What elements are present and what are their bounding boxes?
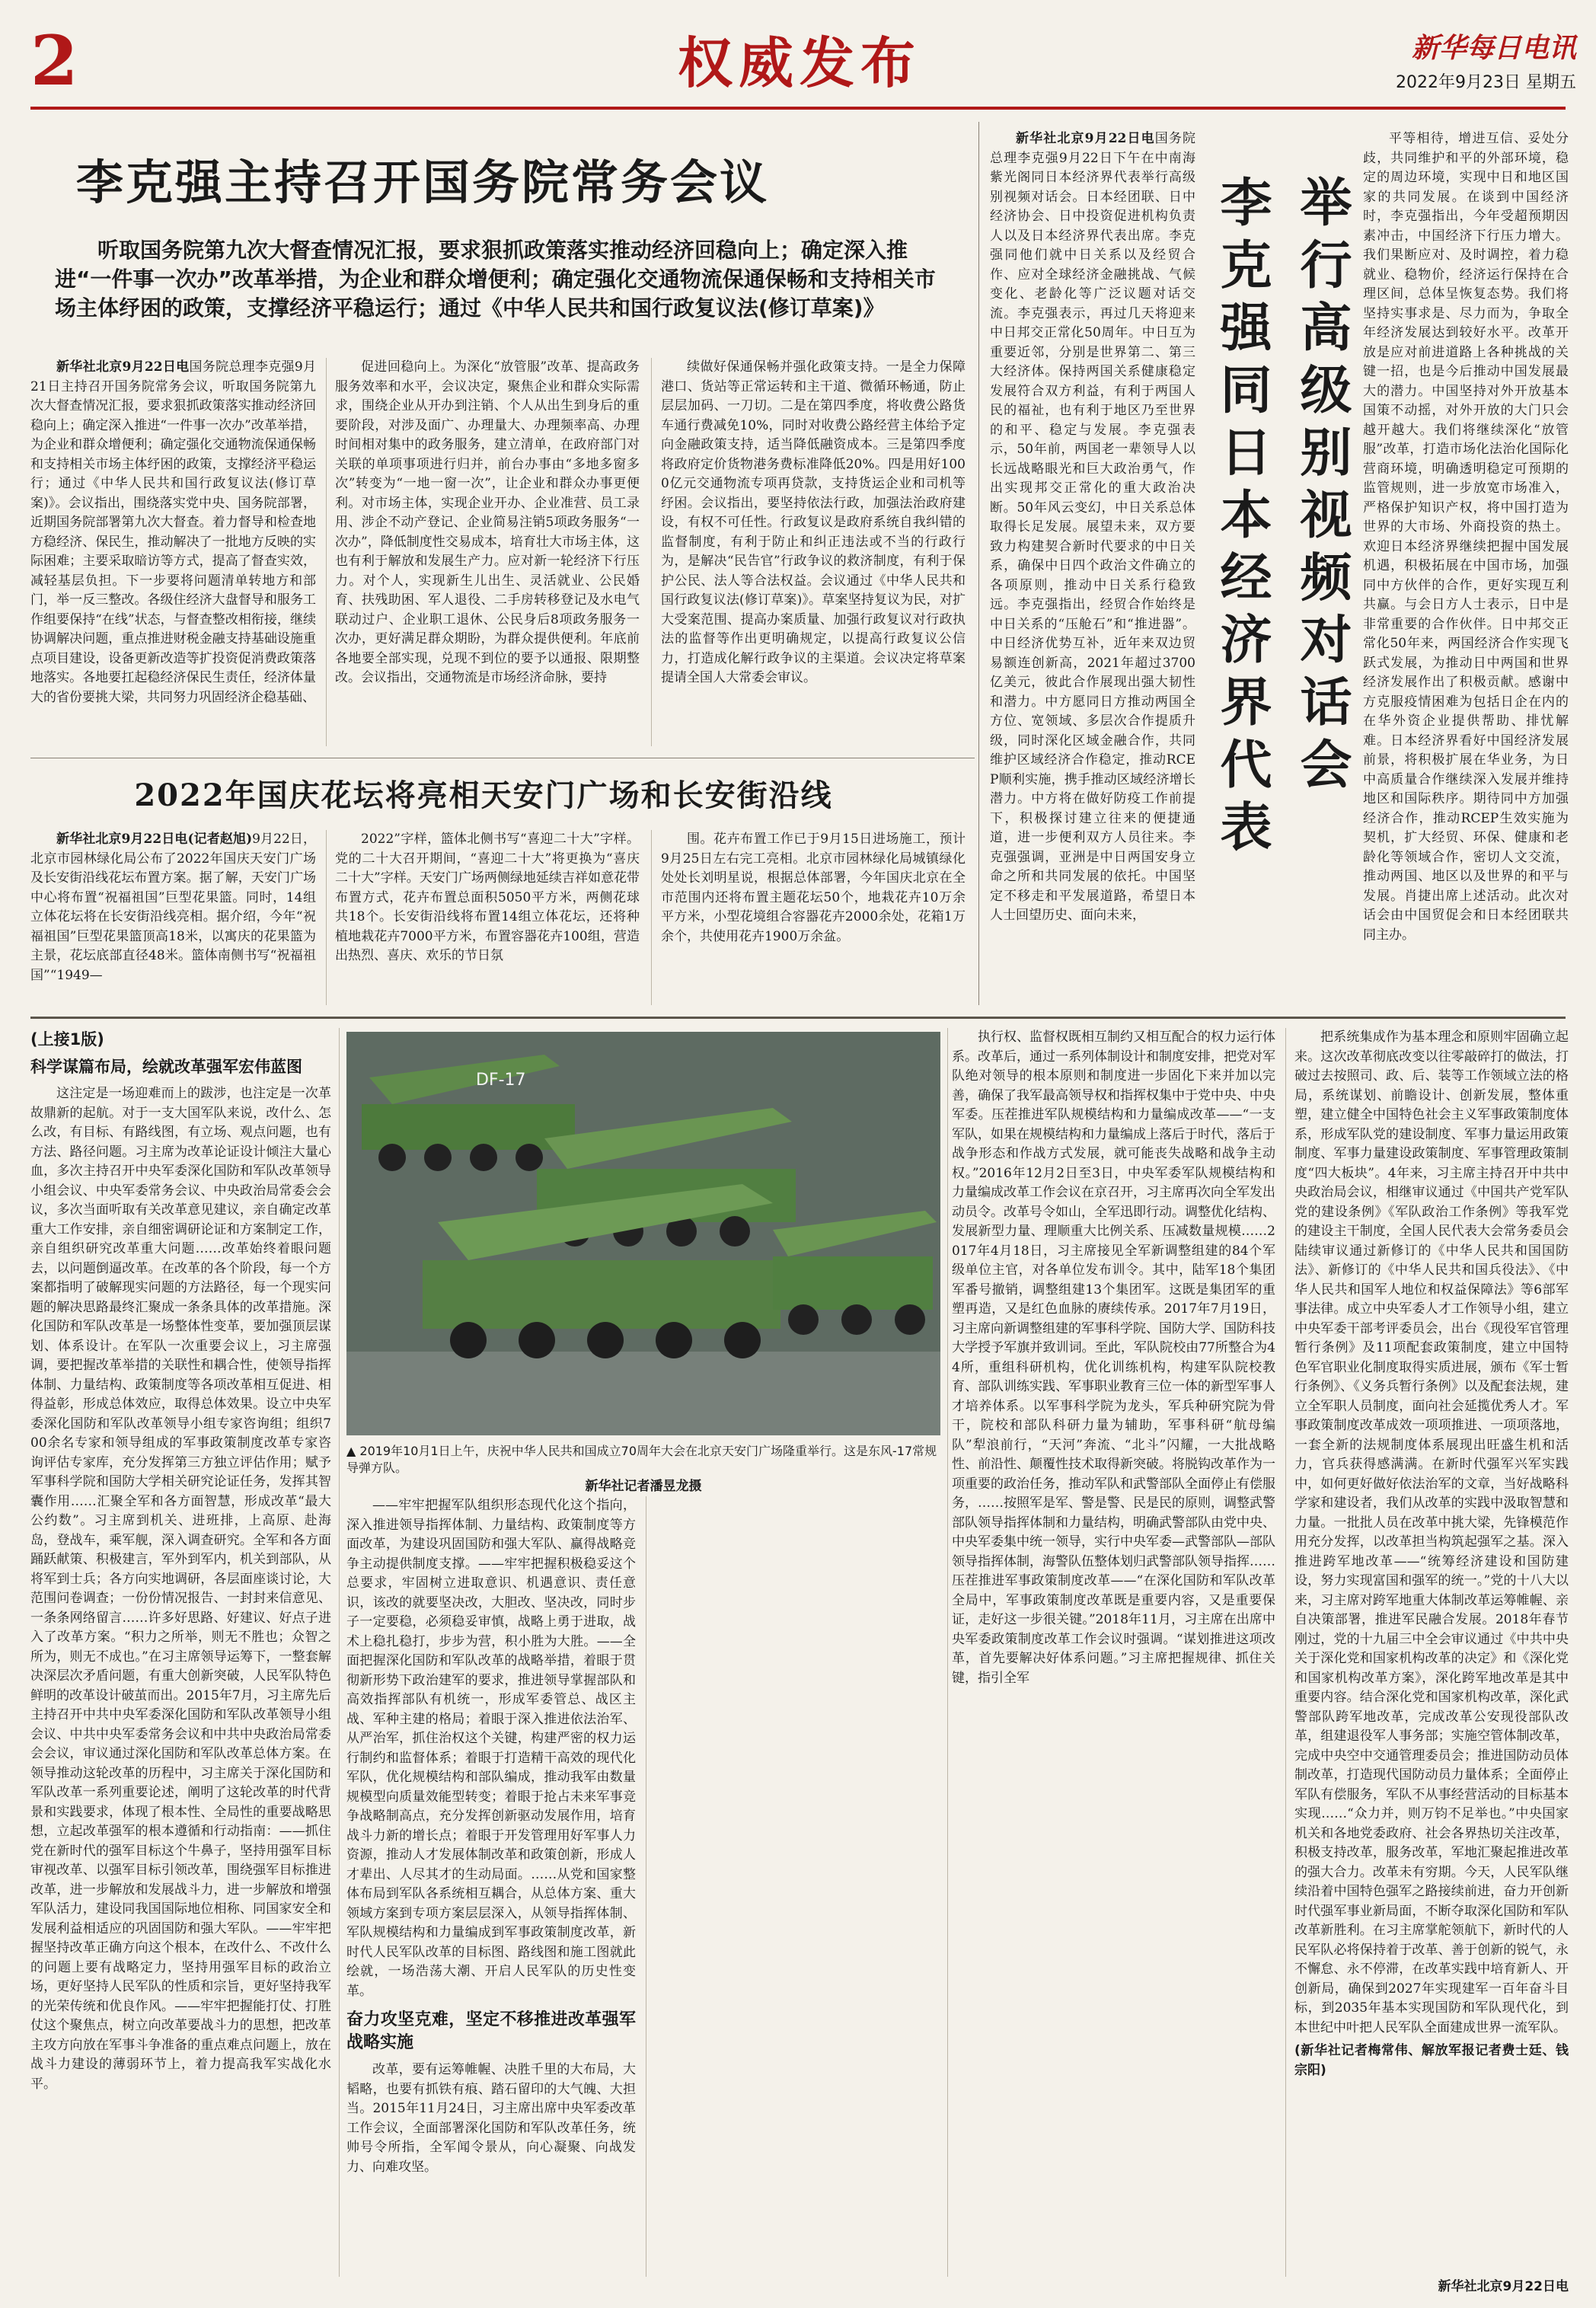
column-text: 围。花卉布置工作已于9月15日进场施工，预计9月25日左右完工亮相。北京市园林绿化局城镇绿化处处长刘明星说，根据总体部署，今年国庆北京在全市范围内还将布置主题花坛50个，地栽花卉10万余平方米，小型花境组合容器花卉2000余处，花箱1万余个，共使用花卉1900万余盆。 [661,832,966,944]
vertical-headline-line-2: 举行高级别视频对话会 [1291,175,1352,800]
section-divider [30,1017,1566,1019]
photo-illustration [346,1032,940,1435]
article-column-1 [990,129,1195,1005]
column-text: 把系统集成作为基本理念和原则牢固确立起来。这次改革彻底改变以往零敲碎打的做法，打破过去按照司、政、后、装等工作领域立法的格局，系统谋划、前瞻设计、创新发展，整体重塑，建立健全中国特色社会主义军事政策制度体系，形成军队党的建设制度、军事力量运用政策制度、军事力量建设政策制度、军事管理政策制度“四大板块”。4年来，习主席主持召开中共中央政治局会议，相继审议通过《中国共产党军队党的建设条例》《军队政治工作条例》等我军党的建设主干制度，全国人民代表大会常务委员会陆续审议通过新修订的《中华人民共和国国防法》、新修订的《中华人民共和国兵役法》、《中华人民共和国军人地位和权益保障法》等6部军事法律。成立中央军委人才工作领导小组，建立中央军委干部考评委员会，出台《现役军官管理暂行条例》及11项配套政策制度，建立中国特色军官职业化制度取得实质进展，颁布《军士暂行条例》、《义务兵暂行条例》以及配套法规，建立全军职人员制度，面向社会延揽优秀人才。军事政策制度改革成效一项项推进、一项项落地，一套全新的法规制度体系展现出旺盛生机和活力，官兵获得感满满。在新时代强军兴军实践中，如何更好做好依法治军的文章，当好战略科学家和建设者，我们从改革的实践中汲取智慧和力量。一批批人员在改革中挑大梁，先锋模范作用充分发挥，以改革担当构筑起强军之基。深入推进跨军地改革——“统筹经济建设和国防建设，努力实现富国和强军的统一。”党的十八大以来，习主席对跨军地重大体制改革运筹帷幄、亲自决策部署，推进军民融合发展。2018年春节刚过，党的十九届三中全会审议通过《中共中央关于深化党和国家机构改革的决定》和《深化党和国家机构改革方案》，深化跨军地改革是其中重要内容。结合深化党和国家机构改革，深化武警部队跨军地改革，完成改革公安现役部队改革，组建退役军人事务部；实施空管体制改革，完成中央空中交通管理委员会；推进国防动员体制改革，打造现代国防动员力量体系；全面停止军队有偿服务，军队不从事经营活动的目标基本实现……“众力并，则万钧不足举也。”中央国家机关和各地党委政府、社会各界热切关注改革，积极支持改革，服务改革，军地汇聚起推进改革的强大合力。改革未有穷期。今天，人民军队继续沿着中国特色强军之路接续前进，奋力开创新时代强军事业新局面，不断夺取深化国防和军队改革新胜利。在习主席掌舵领航下，新时代的人民军队必将保持着于改革、善于创新的锐气，永不懈怠、永不停滞，在改革实践中培育新人、开创新局，确保到2027年实现建军一百年奋斗目标，到2035年基本实现国防和军队现代化，到本世纪中叶把人民军队全面建成世界一流军队。 [1294,1030,1569,2035]
article-column-1 [30,830,316,1005]
column-divider [339,1028,340,2277]
article-column-3-full [952,1028,1275,2277]
column-divider [326,358,327,746]
article-column-3 [655,1496,944,2277]
column-text: 平等相待，增进互信、妥处分歧，共同维护和平的外部环境，稳定的周边环境，实现中日和地区国家的共同发展。在谈到中国经济时，李克强指出，今年受超预期因素冲击，中国经济下行压力增大。我们果断应对、及时调控，着力稳就业、稳物价，经济运行保持在合理区间，总体呈恢复态势。我们将坚持实事求是、尽力而为，争取全年经济发展达到较好水平。改革开放是应对前进道路上各种挑战的关键一招，也是今后推动中国发展最大的潜力。中国坚持对外开放基本国策不动摇，对外开放的大门只会越开越大。我们将继续深化“放管服”改革，打造市场化法治化国际化营商环境，明确透明稳定可预期的监管规则，进一步放宽市场准入，严格保护知识产权，将中国打造为世界的大市场、外商投资的热土。欢迎日本经济界继续把握中国发展机遇，积极拓展在中国市场，加强同中方伙伴的合作，更好实现互利共赢。与会日方人士表示，日中是非常重要的合作伙伴。日中邦交正常化50年来，两国经济合作实现飞跃式发展，为推动日中两国和世界经济发展作出了积极贡献。感谢中方克服疫情困难为包括日企在内的在华外资企业提供帮助、排忧解难。日本经济界看好中国经济发展前景，将积极扩展在华业务，为日中高质量合作继续深入发展并维持地区和国际秩序。期待同中方加强经济合作，推动RCEP生效实施为契机，扩大经贸、环保、健康和老龄化等领域合作，密切人文交流，推动两国、地区以及世界的和平与发展。肖捷出席上述活动。此次对话会由中国贸促会和日本经团联共同主办。 [1363,131,1569,943]
article-column-3 [661,358,966,746]
column-text: 国务院总理李克强9月21日主持召开国务院常务会议，听取国务院第九次大督查情况汇报，要求狠抓政策落实推动经济回稳向上；确定深入推进“一件事一次办”改革举措，为企业和群众增便利；确定强化交通物流保通保畅和支持相关市场主体纾困的政策，支撑经济平稳运行；通过《中华人民共和国行政复议法(修订草案)》。会议指出，围绕落实党中央、国务院部署，近期国务院部署第九次大督查。着力督导和检查地方稳经济、保民生，推动解决了一批地方反映的实际困难；主要采取暗访等方式，提高了督查实效，减轻基层负担。下一步要将问题清单转地方和部门，举一反三整改。各级住经济大盘督导和服务工作组要保持“在线”状态，与督查整改相衔接，继续协调解决问题，重点推进财税金融支持基础设施重点项目建设，设备更新改造等扩投资促消费政策落地落实。各地要扛起稳经济保民生责任，经济体量大的省份要挑大梁，共同努力巩固经济企稳基础、 [30,359,316,705]
column-text: 执行权、监督权既相互制约又相互配合的权力运行体系。改革后，通过一系列体制设计和制度安排，把党对军队绝对领导的根本原则和制度进一步固化下来并加以完善，确保了我军最高领导权和指挥权集中于党中央、中央军委。压茬推进军队规模结构和力量编成改革——“一支军队，如果在规模结构和力量编成上落后于时代，落后于战争形态和作战方式发展，就可能丧失战略和战争主动权。”2016年12月2日至3日，中央军委军队规模结构和力量编成改革工作会议在京召开，习主席再次向全军发出动员令。改革号令如山，全军迅即行动。调整优化结构、发展新型力量、理顺重大比例关系、压减数量规模……2017年4月18日，习主席接见全军新调整组建的84个军级单位主官，对各单位发布训令。其中，陆军18个集团军番号撤销，调整组建13个集团军。这既是集团军的重塑再造，又是红色血脉的赓续传承。2017年7月19日，习主席向新调整组建的军事科学院、国防大学、国防科技大学授予军旗并致训词。至此，军队院校由77所整合为44所，重组科研机构，优化训练机构，构建军队院校教育、部队训练实践、军事职业教育三位一体的新型军事人才培养体系。以军事科学院为龙头，军兵种研究院为骨干，院校和部队科研力量为辅助，军事科研“航母编队”犁浪前行，“天河”奔流、“北斗”闪耀，一大批战略性、前沿性、颠覆性技术取得新突破。将脱钩改革作为一项重要的政治任务，推动军队和武警部队全面停止有偿服务，……按照军是军、警是警、民是民的原则，调整武警部队领导指挥体制和力量结构，明确武警部队由党中央、中央军委集中统一领导，实行中央军委—武警部队—部队领导指挥体制，海警队伍整体划归武警部队领导指挥……压茬推进军事政策制度改革——“在深化国防和军队改革全局中，军事政策制度改革既是重要内容，又是重要保证，走好这一步很关键。”2018年11月，习主席在出席中央军委政策制度改革工作会议时强调。“谋划推进这项改革，首先要解决好体系问题。”习主席把握规律、抓住关键，指引全军 [952,1030,1275,1686]
author-credit: (新华社记者梅常伟、解放军报记者费士廷、钱宗阳) [1294,2043,1569,2078]
article-column-4 [1294,1028,1569,2246]
column-text: 9月22日，北京市园林绿化局公布了2022年国庆天安门广场及长安街沿线花坛布置方案。据了解，天安门广场中心将布置“祝福祖国”巨型花果篮。同时，14组立体花坛将在长安街沿线亮相。据介绍，今年“祝福祖国”巨型花果篮顶高18米，以寓庆的花果篮为主景，花坛底部直径48米。篮体南侧书写“祝福祖国”“1949— [30,832,316,983]
dateline: 新华社北京9月22日电(记者赵旭) [56,832,253,847]
article-column-1 [30,1028,331,2277]
headline: 2022年国庆花坛将亮相天安门广场和长安街沿线 [134,777,833,813]
column-text: ——牢牢把握军队组织形态现代化这个指向，深入推进领导指挥体制、力量结构、政策制度等方面改革，为建设巩固国防和强大军队、赢得战略竞争主动提供制度支撑。——牢牢把握积极稳妥这个总要求，牢固树立进取意识、机遇意识、责任意识，该改的就要坚决改，大胆改、坚决改，同时步子一定要稳，必须稳妥审慎，战略上勇于进取，战术上稳扎稳打，步步为营，积小胜为大胜。——全面把握深化国防和军队改革的战略举措，着眼于贯彻新形势下政治建军的要求，推进领导掌握部队和高效指挥部队有机统一，形成军委管总、战区主战、军种主建的格局；着眼于深入推进依法治军、从严治军，抓住治权这个关键，构建严密的权力运行制约和监督体系；着眼于打造精干高效的现代化军队，优化规模结构和部队编成，推动我军由数量规模型向质量效能型转变；着眼于抢占未来军事竞争战略制高点，充分发挥创新驱动发展作用，培育战斗力新的增长点；着眼于开发管理用好军事人力资源，推动人才发展体制改革和政策创新，形成人才辈出、人尽其才的生动局面。……从党和国家整体布局到军队各系统相互耦合，从总体方案、重大领域方案到专项方案层层深入，从领导指挥体制、军队规模结构和力量编成到军事政策制度改革，新时代人民军队改革的目标图、路线图和施工图就此绘就，一场浩荡大潮、开启人民军队的历史性变革。 [346,1498,636,1999]
article-column-2 [346,1496,636,2277]
vertical-headline-line-1: 李克强同日本经济界代表 [1211,175,1272,862]
section-subhead: 奋力攻坚克难，坚定不移推进改革强军战略实施 [346,2010,636,2052]
section-subhead: 科学谋篇布局，绘就改革强军宏伟蓝图 [30,1058,302,1076]
dateline: 新华社北京9月22日电 [56,359,190,375]
page-number: 2 [30,21,78,101]
header-rule [30,107,1566,110]
column-text: 这注定是一场迎难而上的跋涉，也注定是一次革故鼎新的起航。对于一支大国军队来说，改什么、怎么改，有目标、有路线图，有立场、观点问题，也有方法、路径问题。习主席为改革论证设计倾注大量心血，多次主持召开中央军委深化国防和军队改革领导小组会议、中央军委常务会议、中央政治局常委会会议，多次当面听取有关改革意见建议，亲自确定改革重大工作安排，亲自细密调研论证和方案制定工作，亲自组织研究改革重大问题……改革始终着眼问题去，以问题倒逼改革。在改革的各个阶段，每一个方案都指明了破解现实问题的方法路径，每一个现实问题的解决思路最终汇聚成一条条具体的改革措施。深化国防和军队改革是一场整体性变革，要加强顶层谋划、体系设计。在军队一次重要会议上，习主席强调，要把握改革举措的关联性和耦合性，使领导指挥体制、力量结构、政策制度等各项改革相互促进、相得益彰，形成总体效应，取得总体效果。设立中央军委深化国防和军队改革领导小组专家咨询组；组织700余名专家和领导组成的军事政策制度改革专家咨询评估专家库，充分发挥第三方独立评估作用；赋予军事科学院和国防大学相关研究论证任务，发挥其智囊作用……汇聚全军和各方面智慧，形成改革“最大公约数”。习主席到机关、进班排，上高原、赴海岛，登战车，乘军舰，深入调查研究。全军和各方面踊跃献策、积极建言，军外到军内，机关到部队，从将军到士兵；各方向实地调研，各层面座谈讨论，大范围问卷调查；一份份情况报告、一封封来信意见、一条条网络留言……许多好思路、好建议、好点子进入了改革方案。“积力之所举，则无不胜也；众智之所为，则无不成也。”在习主席领导运筹下，一整套解决深层次矛盾问题，有重大创新突破，人民军队特色鲜明的改革设计破茧而出。2015年7月，习主席先后主持召开中共中央军委深化国防和军队改革领导小组会议、中共中央军委常务会议和中共中央政治局常委会会议，审议通过深化国防和军队改革总体方案。在领导推动这轮改革的历程中，习主席关于深化国防和军队改革一系列重要论述，阐明了这轮改革的时代背景和实践要求，体现了根本性、全局性的重要战略思想，立起改革强军的根本遵循和行动指南：——抓住党在新时代的强军目标这个牛鼻子，坚持用强军目标审视改革、以强军目标引领改革，围绕强军目标推进改革，进一步解放和发展战斗力，进一步解放和增强军队活力，建设同我国国际地位相称、同国家安全和发展利益相适应的巩固国防和强大军队。——牢牢把握坚持改革正确方向这个根本，在改什么、不改什么的问题上要有战略定力，坚持用强军目标的政治立场，更好坚持人民军队的性质和宗旨，更好坚持我军的光荣传统和优良作风。——牢牢把握能打仗、打胜仗这个聚焦点，树立向改革要战斗力的思想，把改革主攻方向放在军事斗争准备的重点难点问题上，放在战斗力建设的薄弱环节上，着力提高我军实战化水平。 [30,1086,331,2092]
column-divider [651,830,652,1005]
column-text: 国务院总理李克强9月22日下午在中南海紫光阁同日本经济界代表举行高级别视频对话会。日本经团联、日中经济协会、日中投资促进机构负责人以及日本经济界代表出席。李克强同他们就中日关系以及经贸合作、应对全球经济金融挑战、气候变化、老龄化等广泛议题对话交流。李克强表示，再过几天将迎来中日邦交正常化50周年。中日互为重要近邻，分别是世界第二、第三大经济体。保持两国关系健康稳定发展符合双方利益，有利于两国人民的福祉，也有利于地区乃至世界的和平、稳定与发展。李克强表示，50年前，两国老一辈领导人以长远战略眼光和巨大政治勇气，作出实现邦交正常化的重大政治决断。50年风云变幻，中日关系总体取得长足发展。展望未来，双方要致力构建契合新时代要求的中日关系，确保中日四个政治文件确立的各项原则，推动中日关系行稳致远。李克强指出，经贸合作始终是中日关系的“压舱石”和“推进器”。中日经济优势互补，近年来双边贸易额连创新高，2021年超过3700亿美元，彼此合作展现出强大韧性和潜力。中方愿同日方推动两国全方位、宽领域、多层次合作提质升级，同时深化区域金融合作，共同维护区域经济合作稳定，推动RCEP顺利实施，携手推动区域经济增长潜力。中方将在做好防疫工作前提下，积极探讨建立往来的便捷通道，进一步便利双方人员往来。李克强强调，亚洲是中日两国安身立命之所和共同发展的依托。中国坚定不移走和平发展道路，希望日本人士回望历史、面向未来， [990,131,1195,923]
headline: 李克强主持召开国务院常务会议 [76,155,770,210]
footer-dateline: 新华社北京9月22日电 [1438,2279,1569,2294]
column-divider [947,1028,948,2277]
article-column-2 [1363,129,1569,1005]
subtitle: 听取国务院第九次大督查情况汇报，要求狠抓政策落实推动经济回稳向上；确定深入推进“一件事一次办”改革举措，为企业和群众增便利；确定强化交通物流保通保畅和支持相关市场主体纾困的政策，支撑经济平稳运行；通过《中华人民共和国行政复议法(修订草案)》 [55,238,936,321]
missile-parade-photo [346,1032,940,1435]
photo-caption [346,1443,940,1494]
section-title: 权威发布 [677,30,921,95]
column-divider [651,358,652,746]
column-divider [326,830,327,1005]
column-divider [978,122,979,1005]
missile-marking-label: DF-17 [476,1071,526,1090]
masthead-logo: 新华每日电讯 [1411,32,1576,64]
column-text: 2022”字样，篮体北侧书写“喜迎二十大”字样。党的二十大召开期间，“喜迎二十大”将更换为“喜庆二十大”字样。天安门广场两侧绿地延续吉祥如意花带布置方式，花卉布置总面积5050平方米，两侧花球共18个。长安街沿线将布置14组立体花坛，还将种植地栽花卉7000平方米，布置容器花卉100组，营造出热烈、喜庆、欢乐的节日氛 [335,832,640,963]
column-divider [1285,1028,1286,2277]
article-column-2 [335,830,640,1005]
column-text: 续做好保通保畅并强化政策支持。一是全力保障港口、货站等正常运转和主干道、微循环畅通，防止层层加码、一刀切。二是在第四季度，将收费公路货车通行费减免10%，同时对收费公路经营主体给予定向金融政策支持，适当降低融资成本。三是第四季度将政府定价货物港务费标准降低20%。四是用好1000亿元交通物流专项再贷款，支持货运企业和司机等纾困。会议指出，要坚持依法行政，加强法治政府建设，有权不可任性。行政复议是政府系统自我纠错的监督制度，有利于防止和纠正违法或不当的行政行为，是解决“民告官”行政争议的救济制度，有利于保护公民、法人等合法权益。会议通过《中华人民共和国行政复议法(修订草案)》。草案坚持复议为民，对扩大受案范围、提高办案质量、加强行政复议对行政执法的监督等作出更明确规定，以提高行政复议公信力，打造成化解行政争议的主渠道。会议决定将草案提请全国人大常委会审议。 [661,359,966,685]
masthead-date: 2022年9月23日 星期五 [1396,73,1576,92]
column-text: 促进回稳向上。为深化“放管服”改革、提高政务服务效率和水平，会议决定，聚焦企业和群众实际需求，围绕企业从开办到注销、个人从出生到身后的重要阶段，对涉及面广、办理量大、办理频率高、办理时间相对集中的政务服务，建立清单，在政府部门对关联的单项事项进行归并，前台办事由“多地多窗多次”转变为“一地一窗一次”，让企业和群众办事更便利。对市场主体，实现企业开办、企业准营、员工录用、涉企不动产登记、企业简易注销5项政务服务“一次办”，降低制度性交易成本，培育壮大市场主体，这也有利于解放和发展生产力。应对新一轮经济下行压力。对个人，实现新生儿出生、灵活就业、公民婚育、扶残助困、军人退役、二手房转移登记及水电气联动过户、企业职工退休、公民身后8项政务服务一次办，更好满足群众期盼，为群众提供便利。年底前各地要全部实现，兑现不到位的要予以通报、限期整改。会议指出，交通物流是市场经济命脉，要持 [335,359,640,685]
article-column-3 [661,830,966,1005]
article-column-2 [335,358,640,746]
caption-text: ▲ 2019年10月1日上午，庆祝中华人民共和国成立70周年大会在北京天安门广场隆重举行。这是东风-17常规导弹方队。 [346,1444,937,1475]
dateline: 新华社北京9月22日电 [1016,131,1155,146]
column-text: 改革，要有运筹帷幄、决胜千里的大布局，大韬略，也要有抓铁有痕、踏石留印的大气魄、大担当。2015年11月24日，习主席出席中央军委改革工作会议，全面部署深化国防和军队改革任务，统帅号令所指，全军闻令景从，向心凝聚、向战发力、向难攻坚。 [346,2062,636,2175]
photo-credit: 新华社记者潘昱龙摄 [585,1479,702,1494]
continued-from-label: (上接1版) [30,1030,104,1049]
article-column-1 [30,358,316,746]
